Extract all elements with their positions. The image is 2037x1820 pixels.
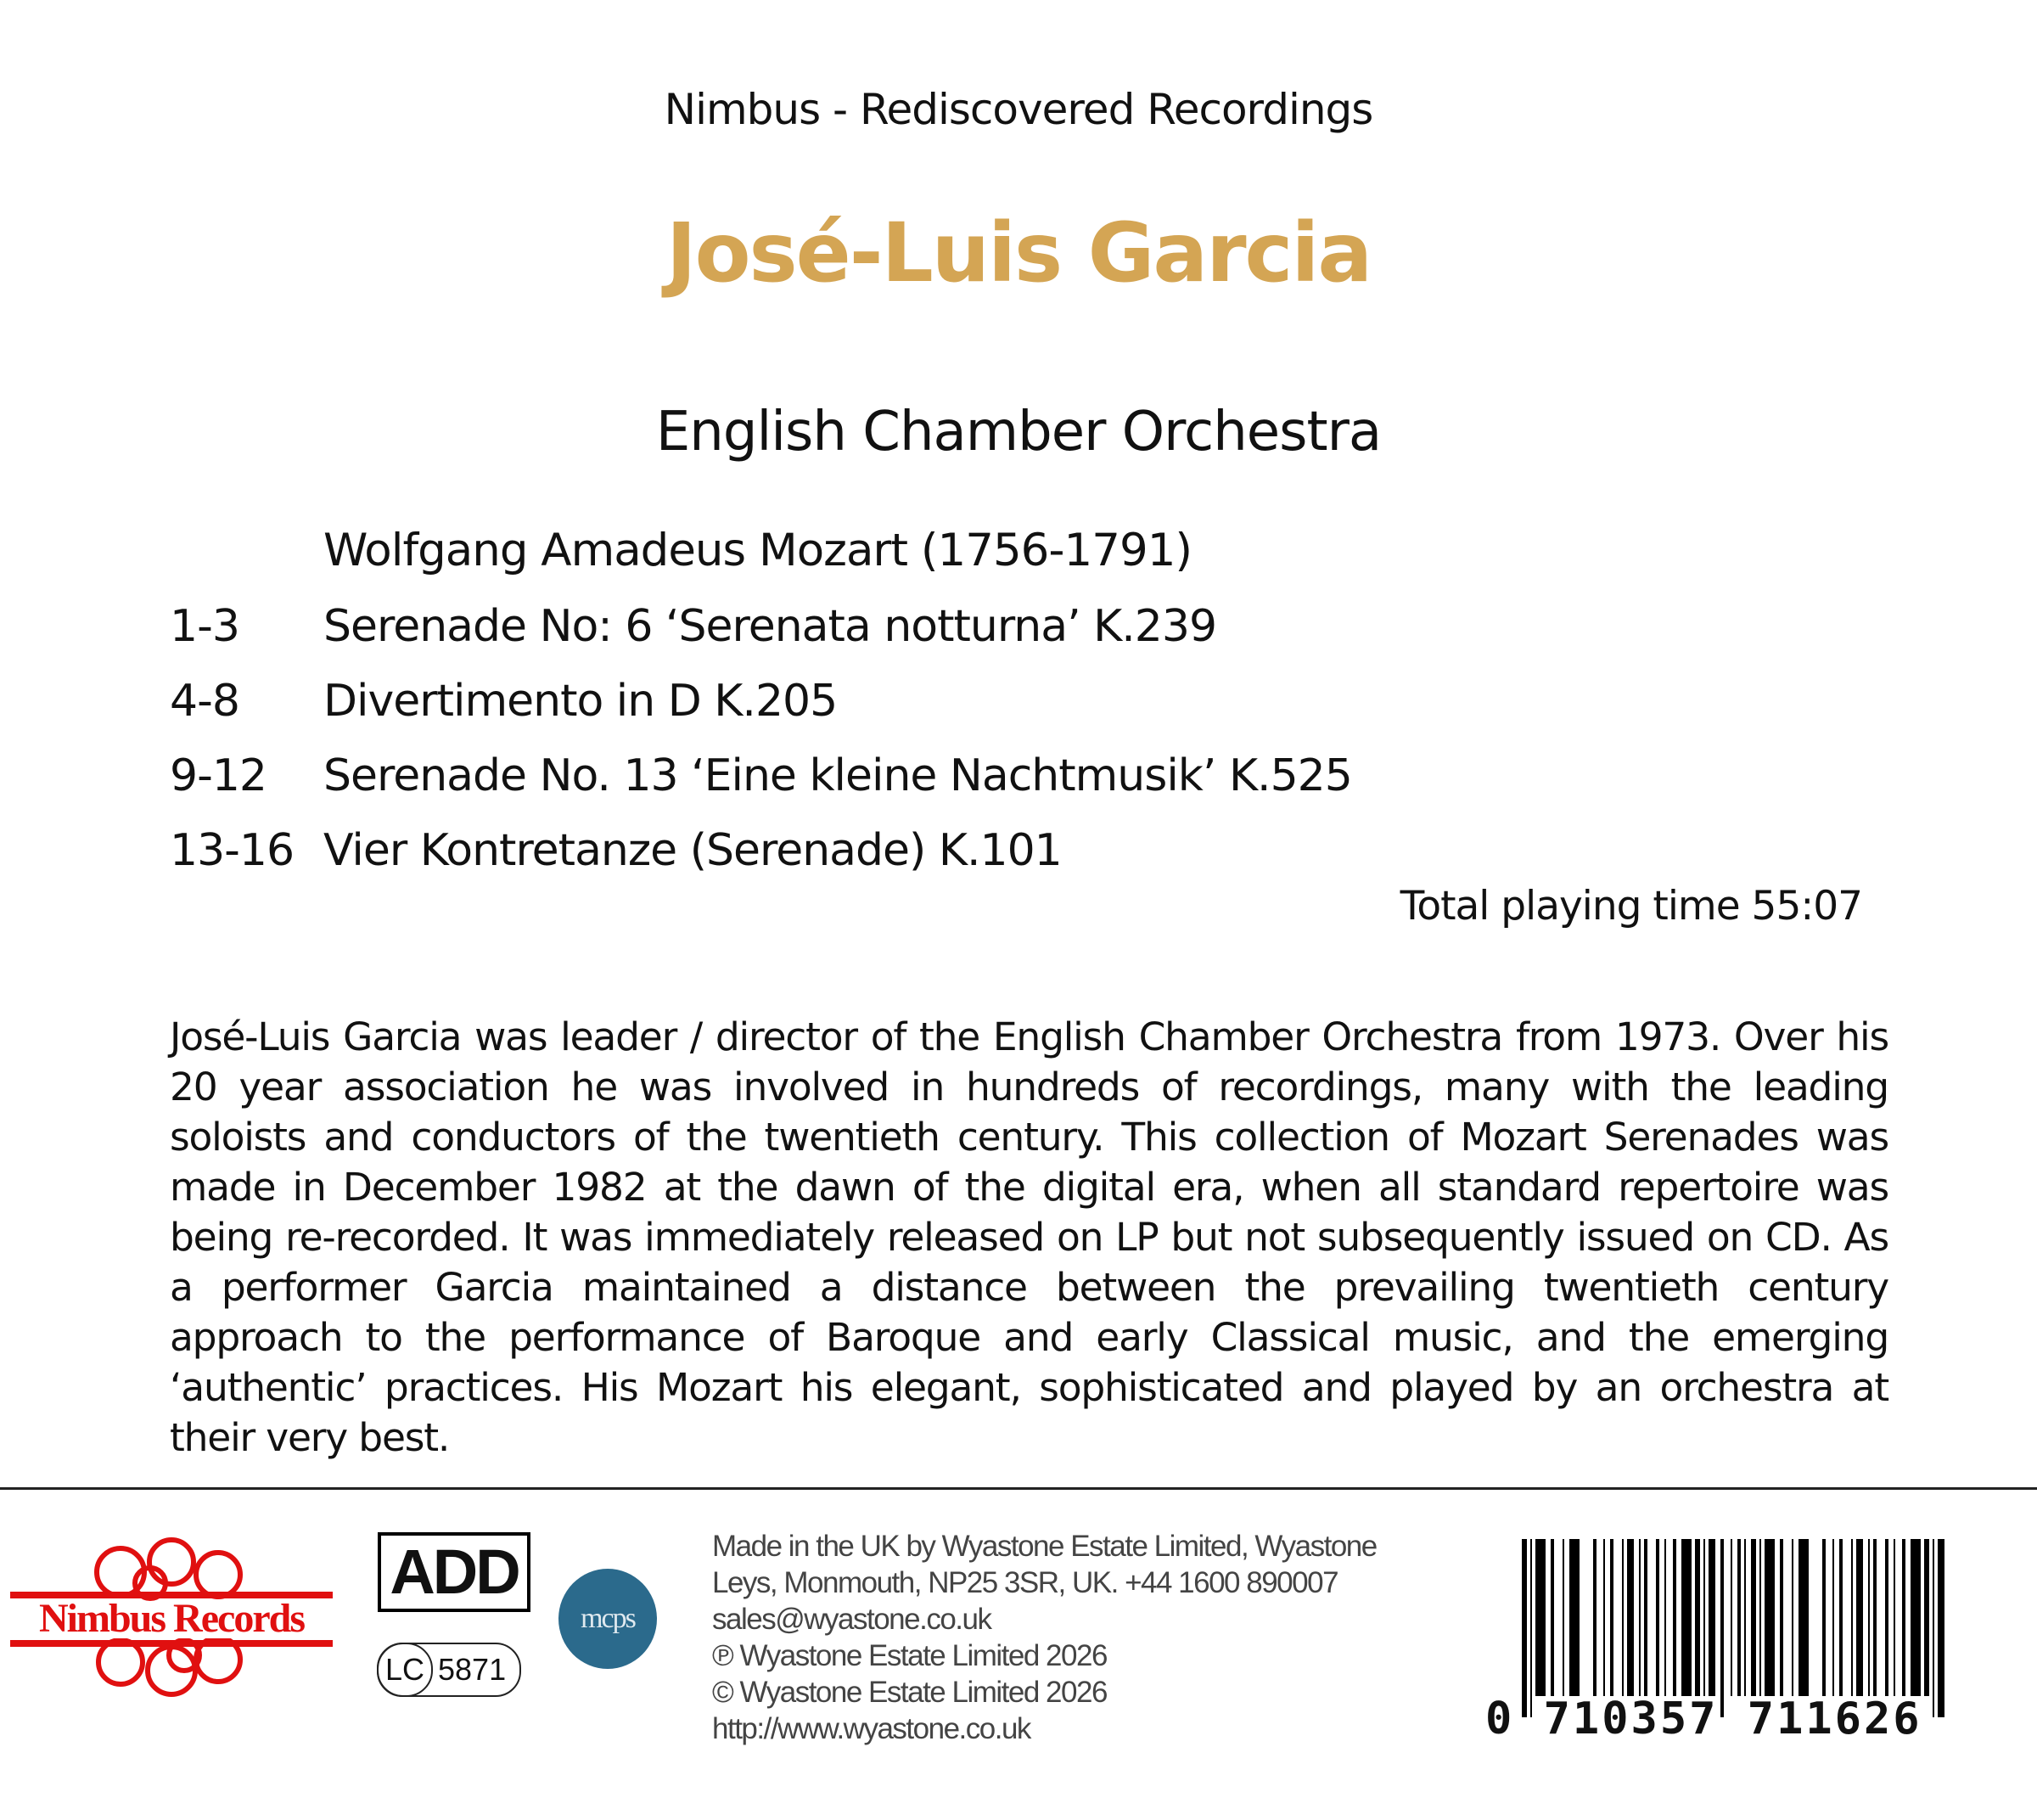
ensemble-name: English Chamber Orchestra [655, 401, 1382, 463]
barcode-bar [1644, 1539, 1647, 1696]
track-title: Serenade No: 6 ‘Serenata notturna’ K.239 [323, 601, 1217, 652]
lc-code: 5871 [438, 1652, 507, 1687]
mcps-logo: mcps [558, 1569, 657, 1669]
barcode-bar [1933, 1539, 1934, 1717]
barcode-bar [1759, 1539, 1761, 1696]
track-numbers: 9-12 [170, 750, 267, 801]
track-numbers: 13-16 [170, 825, 295, 876]
barcode-bar [1622, 1539, 1624, 1696]
label-code-badge [377, 1643, 521, 1697]
barcode-bar [1799, 1539, 1809, 1696]
series-title: Nimbus - Rediscovered Recordings [664, 85, 1373, 134]
barcode-bar [1522, 1539, 1527, 1717]
barcode-bar [1593, 1539, 1596, 1696]
barcode-bar [1911, 1539, 1921, 1696]
track-numbers: 1-3 [170, 601, 239, 652]
barcode-bar [1780, 1539, 1783, 1696]
svg-text:Nimbus Records: Nimbus Records [38, 1596, 305, 1641]
nimbus-records-logo [10, 1536, 333, 1698]
barcode-bar [1627, 1539, 1634, 1696]
barcode-bar [1569, 1539, 1580, 1696]
track-title: Divertimento in D K.205 [323, 676, 838, 727]
credit-line: Leys, Monmouth, NP25 3SR, UK. +44 1600 890007 [712, 1566, 1338, 1599]
barcode-bar [1832, 1539, 1834, 1696]
barcode-bar [1751, 1539, 1756, 1696]
barcode-bar [1851, 1539, 1853, 1696]
barcode-bar [1938, 1539, 1944, 1717]
barcode-number: 0 710357 711626 [1485, 1694, 1922, 1744]
track-title: Serenade No. 13 ‘Eine kleine Nachtmusik’ K.525 [323, 750, 1352, 801]
barcode-bar [1894, 1539, 1895, 1696]
composer-name: Wolfgang Amadeus Mozart (1756-1791) [323, 525, 1192, 576]
track-row [0, 676, 2037, 744]
barcode-bar [1610, 1539, 1613, 1696]
barcode-bar [1731, 1539, 1732, 1696]
lc-prefix: LC [377, 1643, 433, 1697]
barcode-bar [1792, 1539, 1793, 1696]
manufacturer-credits [712, 1528, 1377, 1747]
email-link[interactable]: sales@wyastone.co.uk [712, 1603, 991, 1636]
barcode-bar [1885, 1539, 1888, 1696]
track-row [0, 601, 2037, 669]
barcode-bar [1673, 1539, 1676, 1696]
barcode-bar [1709, 1539, 1715, 1696]
barcode-bar [1720, 1539, 1724, 1717]
barcode-bar [1765, 1539, 1775, 1696]
barcode-bar [1530, 1539, 1532, 1717]
barcode-bar [1639, 1539, 1641, 1696]
barcode-bar [1839, 1539, 1843, 1696]
barcode-bar [1681, 1539, 1692, 1696]
divider [0, 1487, 2037, 1490]
barcode-bar [1868, 1539, 1870, 1696]
barcode-bar [1603, 1539, 1605, 1696]
barcode-bar [1551, 1539, 1554, 1696]
copyright: © Wyastone Estate Limited 2026 [712, 1676, 1107, 1709]
credit-line: Made in the UK by Wyastone Estate Limited, Wyastone [712, 1530, 1377, 1563]
liner-notes: José-Luis Garcia was leader / director of the English Chamber Orchestra from 1973. Over his 20 year association he was involved in hundreds of recordings, many with the leading soloists and conductors of the twentieth century. This collection of Mozart Serenades was made in December 1982 at the dawn of the digital era, when all standard repertoire was being re-recorded. It was immediately released on LP but not subsequently issued on CD. As a performer Garcia maintained a distance between the prevailing twentieth century approach to the performance of Baroque and early Classical music, and the emerging ‘authentic’ practices. His Mozart his elegant, sophisticated and played by an orchestra at their very best. [170, 1014, 1888, 1460]
barcode-bar [1703, 1539, 1705, 1696]
barcode-bar [1902, 1539, 1905, 1696]
website-link[interactable]: http://www.wyastone.co.uk [712, 1712, 1030, 1745]
barcode-bar [1664, 1539, 1666, 1696]
track-row [0, 750, 2037, 818]
barcode-bar [1535, 1539, 1546, 1696]
total-playing-time: Total playing time 55:07 [1400, 883, 1862, 930]
barcode-bar [1737, 1539, 1741, 1696]
barcode-bar [1695, 1539, 1700, 1696]
barcode-bar [1822, 1539, 1826, 1696]
artist-name: José-Luis Garcia [665, 205, 1372, 301]
barcode-bar [1656, 1539, 1659, 1696]
barcode-bar [1856, 1539, 1863, 1696]
barcode-bar [1924, 1539, 1929, 1696]
barcode-bar [1873, 1539, 1877, 1696]
track-title: Vier Kontretanze (Serenade) K.101 [323, 825, 1062, 876]
phonographic-copyright: ℗ Wyastone Estate Limited 2026 [712, 1639, 1107, 1672]
add-badge: ADD [378, 1532, 530, 1612]
track-numbers: 4-8 [170, 676, 239, 727]
barcode-bar [1744, 1539, 1746, 1696]
barcode-bar [1563, 1539, 1564, 1696]
